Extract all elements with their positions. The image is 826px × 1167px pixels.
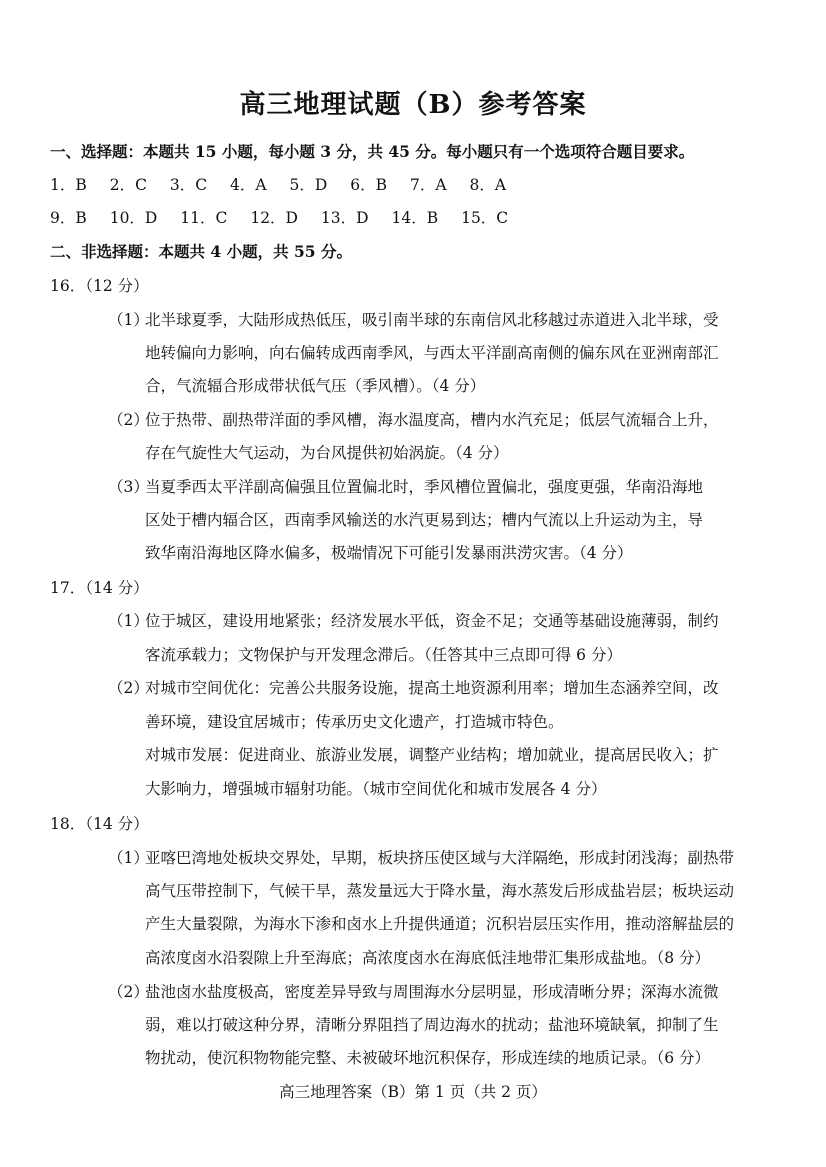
q16-part2-line: 存在气旋性大气运动，为台风提供初始涡旋。（4 分） <box>145 444 509 462</box>
answer-item: 1．B <box>50 176 87 194</box>
q16-part3-line: 当夏季西太平洋副高偏强且位置偏北时，季风槽位置偏北，强度更强，华南沿海地 <box>145 478 704 496</box>
q16-part2-line: 位于热带、副热带洋面的季风槽，海水温度高，槽内水汽充足；低层气流辐合上升， <box>145 411 719 429</box>
question-18-number: 18．（14 分） <box>50 815 149 833</box>
q17-part2-line: 对城市空间优化：完善公共服务设施，提高土地资源利用率；增加生态涵养空间，改 <box>145 679 719 697</box>
page-title: 高三地理试题（B）参考答案 <box>239 90 587 120</box>
answer-item: 3．C <box>169 176 208 194</box>
answer-item: 15．C <box>461 209 509 227</box>
section2-heading: 二、非选择题：本题共 4 小题，共 55 分。 <box>50 242 352 261</box>
question-17-number: 17．（14 分） <box>50 579 149 597</box>
answers-row-1 <box>50 173 524 197</box>
q16-part3-label: （3） <box>108 478 149 496</box>
q18-part2-label: （2） <box>108 983 149 1001</box>
question-16-number: 16．（12 分） <box>50 277 149 295</box>
q16-part1-line: 北半球夏季，大陆形成热低压，吸引南半球的东南信风北移越过赤道进入北半球，受 <box>145 311 719 329</box>
answer-item: 14．B <box>391 209 439 227</box>
q18-part2-line: 盐池卤水盐度极高，密度差异导致与周围海水分层明显，形成清晰分界；深海水流微 <box>145 983 719 1001</box>
q18-part1-line: 亚喀巴湾地处板块交界处，早期，板块挤压使区域与大洋隔绝，形成封闭浅海；副热带 <box>145 849 735 867</box>
answer-item: 12．D <box>250 209 298 227</box>
q18-part2-line: 物扰动，使沉积物物能完整、未被破坏地沉积保存，形成连续的地质记录。（6 分） <box>145 1049 711 1067</box>
q18-part2-line: 弱，难以打破这种分界，清晰分界阻挡了周边海水的扰动；盐池环境缺氧，抑制了生 <box>145 1016 719 1034</box>
q18-part1-line: 产生大量裂隙，为海水下渗和卤水上升提供通道；沉积岩层压实作用，推动溶解盐层的 <box>145 915 735 933</box>
q16-part3-line: 致华南沿海地区降水偏多，极端情况下可能引发暴雨洪涝灾害。（4 分） <box>145 544 633 562</box>
answer-item: 4．A <box>230 176 267 194</box>
q16-part1-label: （1） <box>108 311 149 329</box>
q17-part2-line: 大影响力，增强城市辐射功能。（城市空间优化和城市发展各 4 分） <box>145 780 607 798</box>
answer-item: 9．B <box>50 209 87 227</box>
answers-row-2 <box>50 206 526 230</box>
q18-part1-line: 高气压带控制下，气候干旱，蒸发量远大于降水量，海水蒸发后形成盐岩层；板块运动 <box>145 882 735 900</box>
q18-part1-line: 高浓度卤水沿裂隙上升至海底；高浓度卤水在海底低洼地带汇集形成盐地。（8 分） <box>145 949 711 967</box>
q16-part1-line: 地转偏向力影响，向右偏转成西南季风，与西太平洋副高南侧的偏东风在亚洲南部汇 <box>145 344 719 362</box>
q17-part2-label: （2） <box>108 679 149 697</box>
q16-part1-line: 合，气流辐合形成带状低气压（季风槽）。（4 分） <box>145 377 486 395</box>
answer-item: 10．D <box>109 209 158 227</box>
answer-item: 2．C <box>109 176 147 194</box>
answer-item: 8．A <box>469 176 507 194</box>
q17-part1-line: 位于城区，建设用地紧张；经济发展水平低，资金不足；交通等基础设施薄弱，制约 <box>145 612 719 630</box>
q18-part1-label: （1） <box>108 849 149 867</box>
answer-item: 13．D <box>320 209 369 227</box>
answer-item: 7．A <box>409 176 447 194</box>
answer-item: 5．D <box>289 176 328 194</box>
q17-part2-line: 对城市发展：促进商业、旅游业发展，调整产业结构；增加就业，提高居民收入；扩 <box>145 746 719 764</box>
section1-heading: 一、选择题：本题共 15 小题，每小题 3 分，共 45 分。每小题只有一个选项符合题目要求。 <box>50 142 695 161</box>
page-footer: 高三地理答案（B）第 1 页（共 2 页） <box>279 1083 547 1101</box>
answer-item: 6．B <box>350 176 388 194</box>
q16-part3-line: 区处于槽内辐合区，西南季风输送的水汽更易到达；槽内气流以上升运动为主，导 <box>145 511 704 529</box>
q16-part2-label: （2） <box>108 411 149 429</box>
q17-part1-line: 客流承载力；文物保护与开发理念滞后。（任答其中三点即可得 6 分） <box>145 646 622 664</box>
q17-part2-line: 善环境，建设宜居城市；传承历史文化遗产，打造城市特色。 <box>145 713 564 731</box>
q17-part1-label: （1） <box>108 612 149 630</box>
answer-item: 11．C <box>180 209 228 227</box>
